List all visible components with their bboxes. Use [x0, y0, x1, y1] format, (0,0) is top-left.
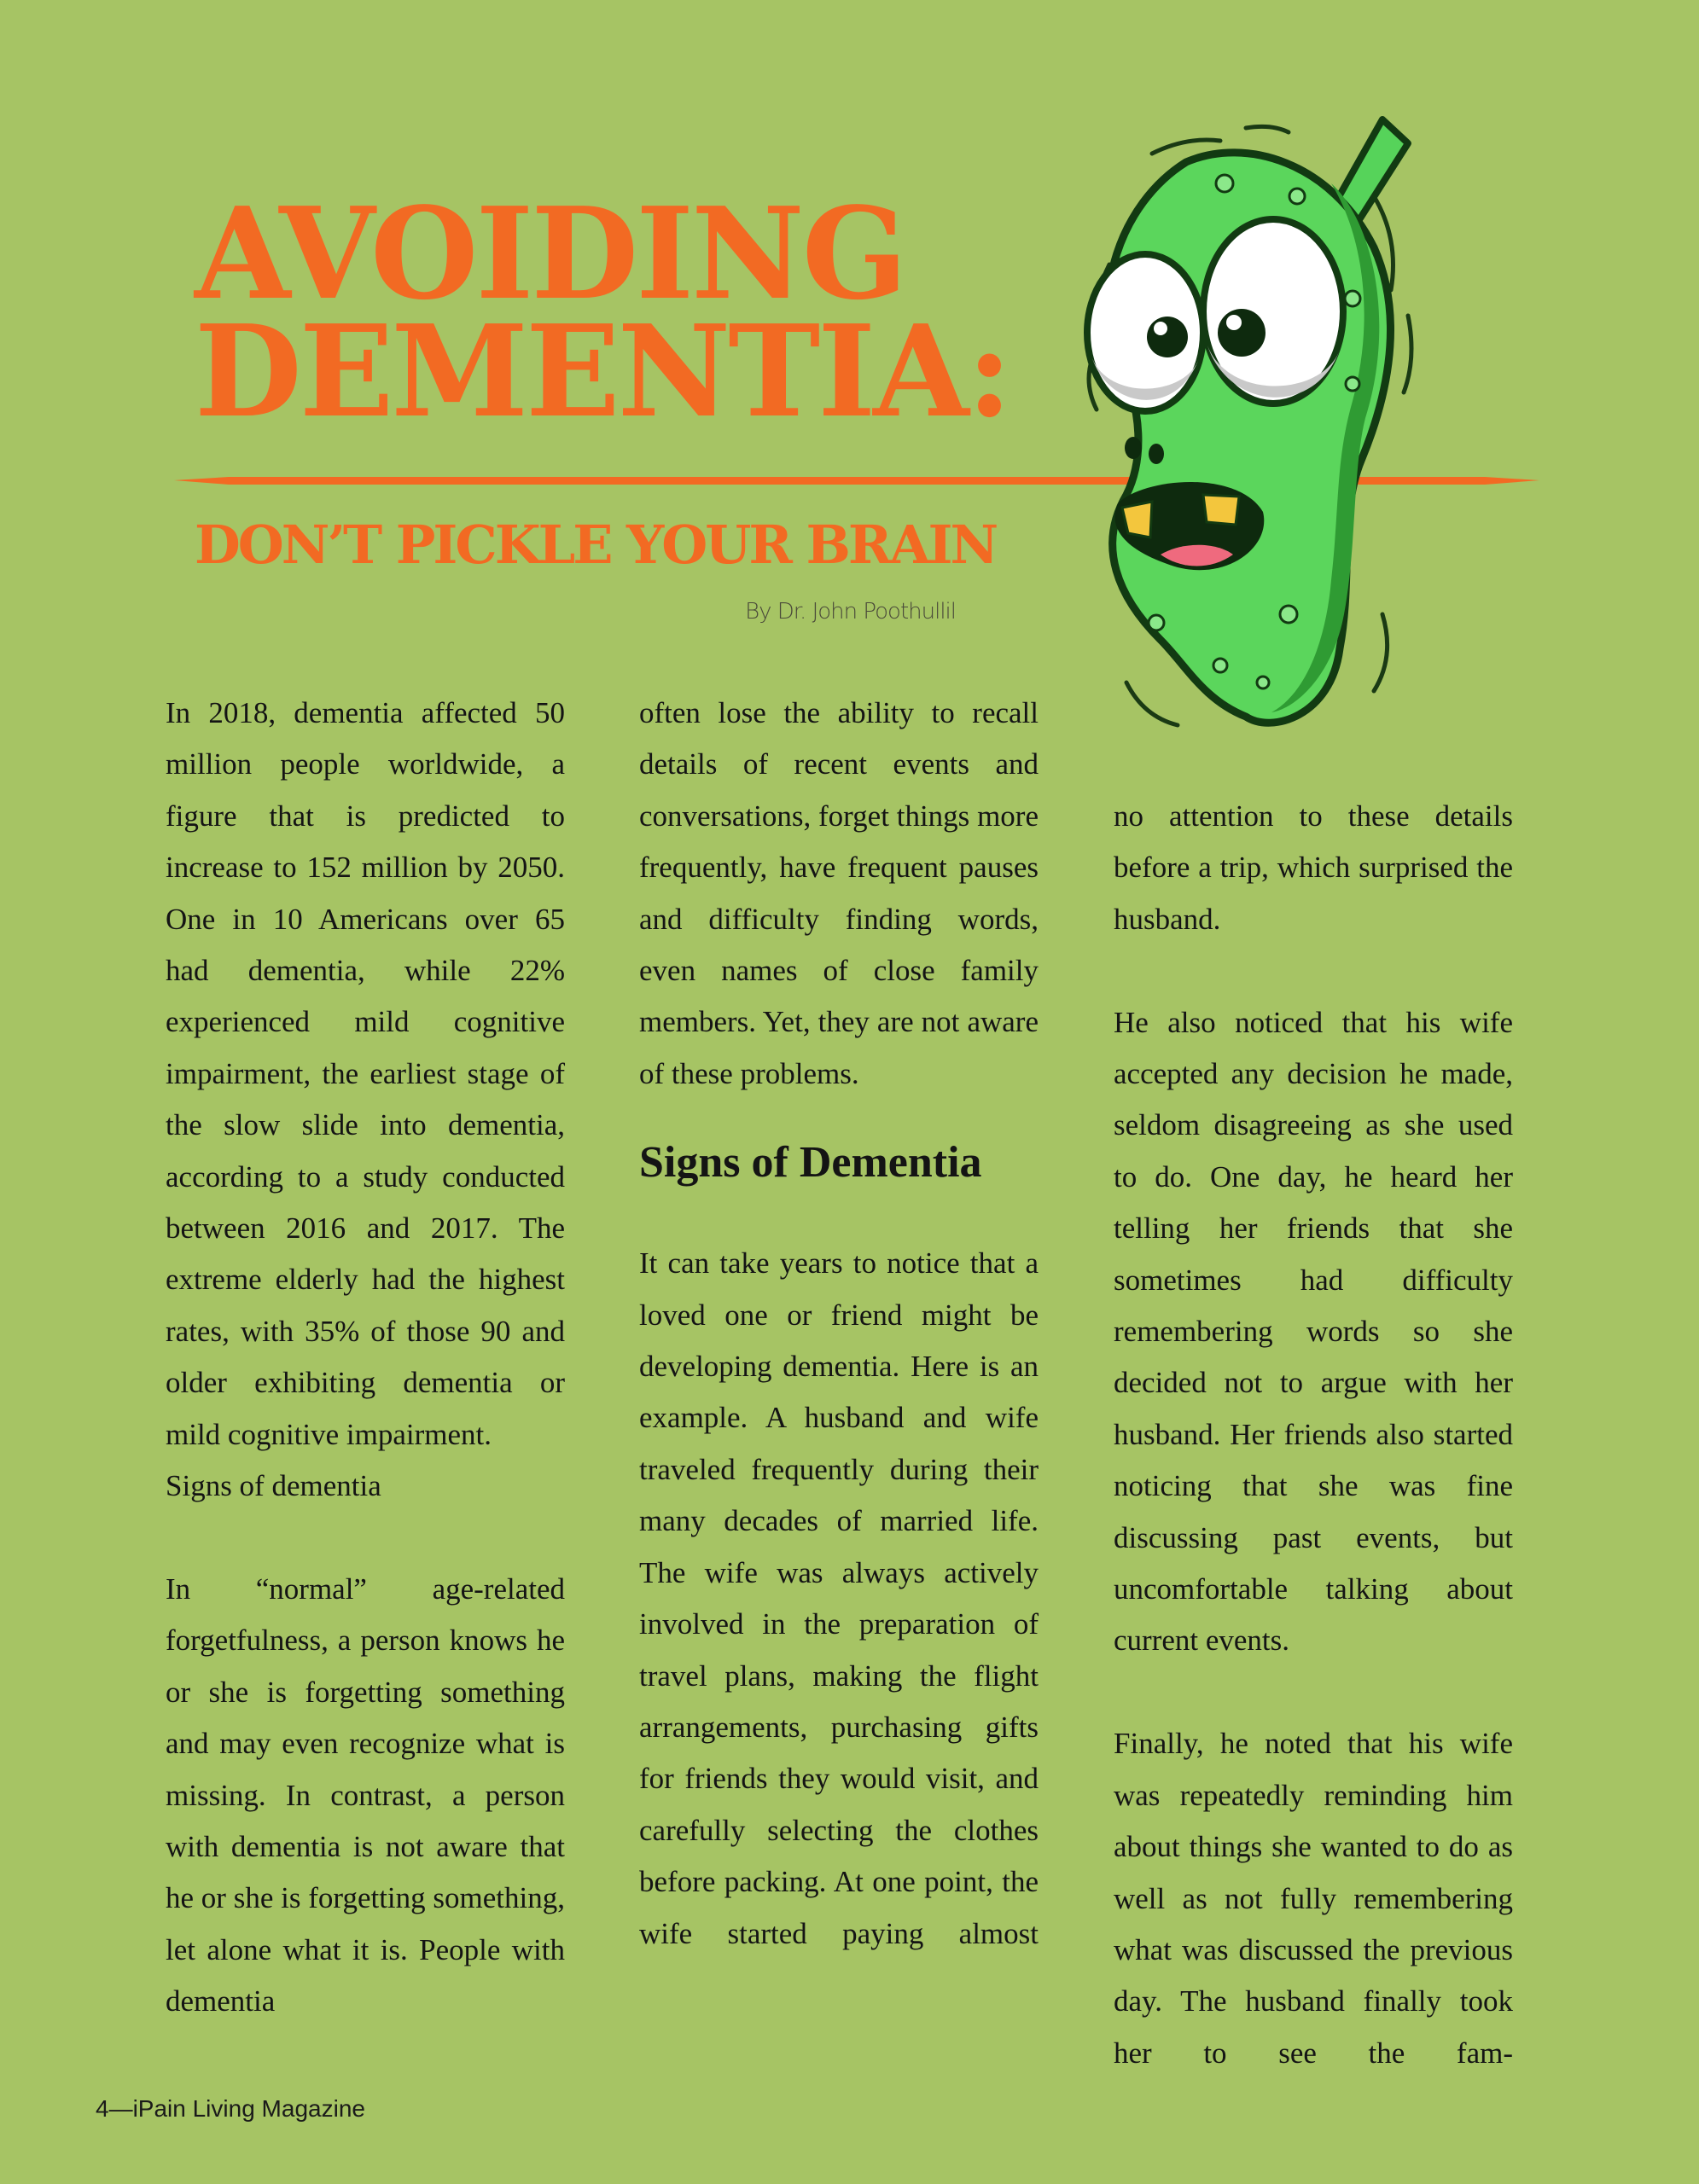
article-subtitle: DON’T PICKLE YOUR BRAIN [195, 514, 997, 576]
body-paragraph: He also noticed that his wife accepted any decision he made, seldom disagreeing as she used to do. One day, he heard her telling her friends that she sometimes had difficulty remembering words so she decided not to argue with her husband. Her friends also started noticing that she was fine discussing past events, but uncomfortable talking about current events. [1114, 1005, 1513, 1658]
article-column-2 [639, 688, 1039, 1960]
body-paragraph: no attention to these details before a trip, which surprised the husband. [1114, 799, 1513, 936]
body-paragraph: often lose the ability to recall details of recent events and conversations, forget things more frequently, have frequent pauses and difficulty finding words, even names of close family members. Yet, they are not aware of these problems. [639, 696, 1039, 1090]
section-heading: Signs of Dementia [639, 1138, 982, 1188]
article-title [195, 179, 1010, 445]
body-paragraph: Finally, he noted that his wife was repeatedly reminding him about things she wanted to do as well as not fully remembering what was discussed the previous day. The husband finally took her to see the fam- [1114, 1727, 1513, 2070]
title-line-1: AVOIDING [195, 179, 905, 328]
cartoon-pickle-icon [1015, 102, 1468, 751]
paragraph-gap [1114, 1667, 1513, 1718]
page-footer: 4—iPain Living Magazine [96, 2095, 365, 2122]
body-paragraph: It can take years to notice that a loved one or friend might be developing dementia. Here is an example. A husband and wife traveled frequently during their many decades of married life. The wife was always actively involved in the preparation of travel plans, making the flight arrangements, purchasing gifts for friends they would visit, and carefully selecting the clothes before packing. At one point, the wife started paying almost [639, 1246, 1039, 1950]
body-paragraph: Signs of dementia [166, 1469, 381, 1503]
title-line-2: DEMENTIA: [195, 297, 1010, 445]
paragraph-gap [1114, 945, 1513, 996]
article-column-3 [1114, 791, 1513, 2079]
article-column-1 [166, 688, 565, 2028]
author-byline: By Dr. John Poothullil [745, 599, 956, 624]
paragraph-gap [166, 1513, 565, 1564]
body-paragraph: In “normal” age-related forgetfulness, a person knows he or she is forgetting something and may even recognize what is missing. In contrast, a person with dementia is not aware that he or she is forgetting something, let alone what it is. People with dementia [166, 1571, 565, 2018]
body-paragraph: In 2018, dementia affected 50 million people worldwide, a figure that is predicted to increase to 152 million by 2050. One in 10 Americans over 65 had dementia, while 22% experienced mild cognitive impairment, the earliest stage of the slow slide into dementia, according to a study conducted between 2016 and 2017. The extreme elderly had the highest rates, with 35% of those 90 and older exhibiting dementia or mild cognitive impairment. [166, 696, 565, 1451]
